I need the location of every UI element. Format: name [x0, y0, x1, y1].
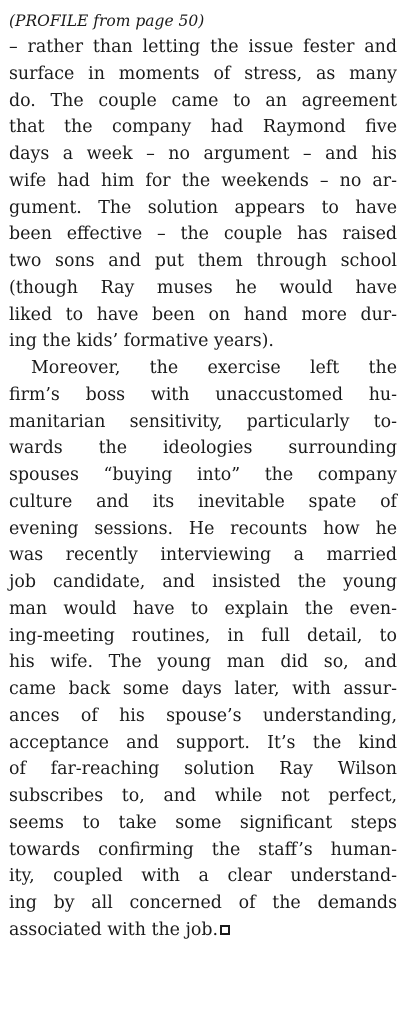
text-line: (though Ray muses he would have [9, 277, 397, 298]
text-line: firm’s boss with unaccustomed hu- [9, 384, 397, 405]
text-line: towards confirming the staff’s human- [9, 839, 397, 860]
text-line: his wife. The young man did so, and [9, 652, 397, 673]
text-line: do. The couple came to an agreement [9, 90, 397, 111]
paragraph-1 [9, 34, 397, 355]
text-line: Moreover, the exercise left the [31, 358, 397, 378]
text-line: ing by all concerned of the demands [9, 893, 397, 913]
text-line: – rather than letting the issue fester and [9, 37, 397, 57]
article-continuation [9, 8, 397, 944]
text-line: spouses “buying into” the company [9, 465, 397, 485]
text-line: been effective – the couple has raised [9, 224, 397, 245]
text-line: two sons and put them through school [9, 251, 397, 271]
text-line: ances of his spouse’s understanding, [9, 705, 397, 726]
text-line: ing-meeting routines, in full detail, to [9, 625, 397, 646]
text-line: liked to have been on hand more dur- [9, 304, 397, 325]
end-of-article-box-icon [220, 925, 230, 935]
text-line: acceptance and support. It’s the kind [9, 732, 397, 753]
text-line: wards the ideologies surrounding [9, 438, 397, 459]
text-line: evening sessions. He recounts how he [9, 518, 397, 539]
text-line: subscribes to, and while not perfect, [9, 786, 397, 806]
text-line: man would have to explain the even- [9, 598, 397, 619]
paragraph-2 [9, 355, 397, 944]
text-line: surface in moments of stress, as many [9, 63, 397, 84]
text-line: was recently interviewing a married [9, 545, 397, 566]
text-line: that the company had Raymond five [9, 117, 397, 138]
text-line: came back some days later, with assur- [9, 679, 397, 699]
final-line-text: associated with the job. [9, 919, 218, 940]
text-line: job candidate, and insisted the young [9, 572, 397, 592]
text-line [9, 917, 397, 944]
continuation-jump-line: (PROFILE from page 50) [9, 12, 205, 30]
text-line: days a week – no argument – and his [9, 144, 397, 164]
text-line: wife had him for the weekends – no ar- [9, 170, 397, 191]
text-line: culture and its inevitable spate of [9, 491, 397, 512]
text-line: seems to take some significant steps [9, 812, 397, 833]
text-line: manitarian sensitivity, particularly to- [9, 411, 397, 432]
text-line: of far-reaching solution Ray Wilson [9, 759, 397, 780]
text-line: ing the kids’ formative years). [9, 331, 274, 352]
text-line: ity, coupled with a clear understand- [9, 866, 397, 887]
text-line: gument. The solution appears to have [9, 197, 397, 218]
